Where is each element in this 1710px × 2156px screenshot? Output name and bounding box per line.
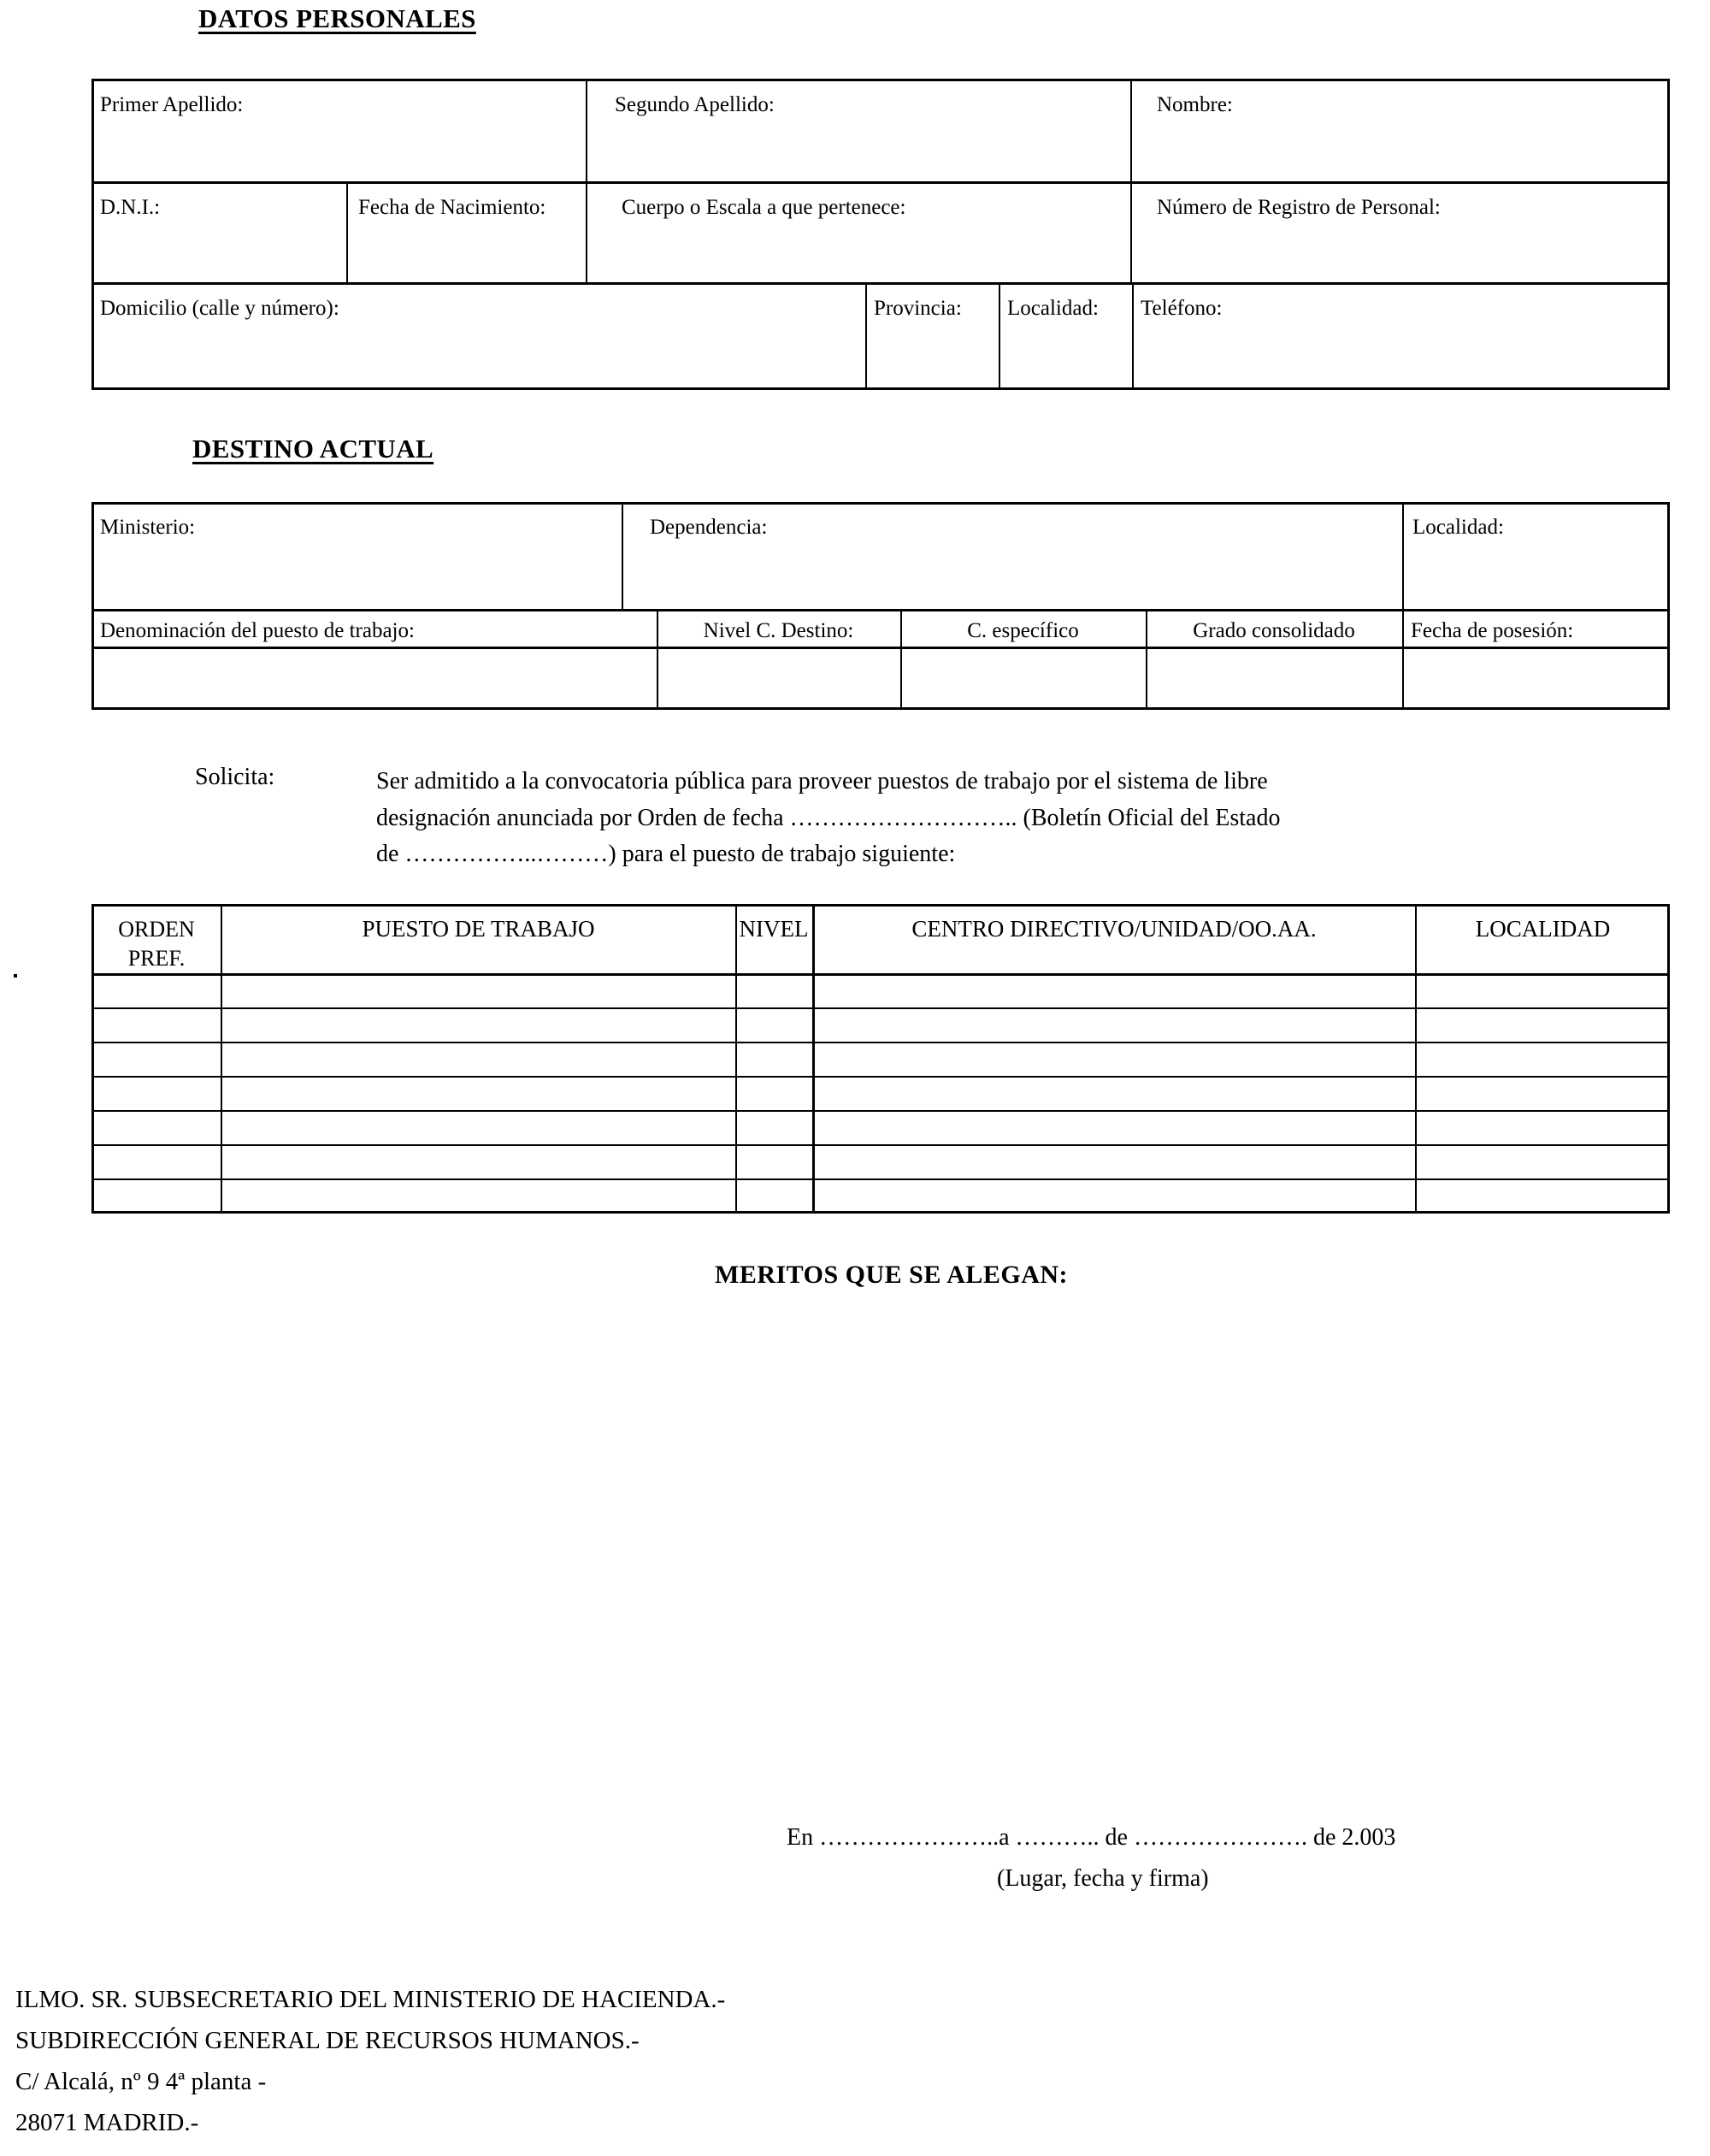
- field-label-ministerio: Ministerio:: [100, 516, 196, 539]
- cell-localidad[interactable]: [1418, 1181, 1667, 1212]
- cell-puesto-trabajo[interactable]: [223, 976, 734, 1007]
- table-row: [94, 976, 1667, 1007]
- datos-row-divider-2: [91, 282, 1670, 285]
- section-heading-datos-personales: DATOS PERSONALES: [198, 3, 476, 33]
- preferencias-row-divider-5: [91, 1144, 1670, 1146]
- addressee-line-1: ILMO. SR. SUBSECRETARIO DEL MINISTERIO DE HACIENDA.-: [15, 1986, 726, 2013]
- column-header-orden-pref-line1: ORDEN: [118, 917, 195, 942]
- cell-orden-pref[interactable]: [94, 1181, 219, 1212]
- input-telefono[interactable]: [1136, 325, 1665, 387]
- cell-orden-pref[interactable]: [94, 976, 219, 1007]
- cell-nivel[interactable]: [737, 1113, 811, 1144]
- column-header-puesto-de-trabajo: PUESTO DE TRABAJO: [362, 916, 595, 942]
- input-localidad-personal[interactable]: [1003, 325, 1128, 387]
- input-nombre[interactable]: [1136, 120, 1665, 178]
- field-label-segundo-apellido: Segundo Apellido:: [615, 93, 775, 116]
- field-label-localidad-destino: Localidad:: [1412, 516, 1504, 539]
- input-cuerpo-escala[interactable]: [592, 224, 1125, 279]
- input-fecha-nacimiento[interactable]: [351, 224, 581, 279]
- signature-caption: (Lugar, fecha y firma): [997, 1865, 1209, 1892]
- cell-localidad[interactable]: [1418, 1010, 1667, 1042]
- datos-col-divider-r1-2: [1130, 79, 1132, 181]
- datos-col-divider-r3-3: [1132, 282, 1134, 390]
- cell-centro-directivo[interactable]: [815, 1078, 1413, 1110]
- column-header-fecha-posesion: Fecha de posesión:: [1411, 619, 1574, 642]
- input-primer-apellido[interactable]: [96, 120, 580, 178]
- solicita-label: Solicita:: [195, 764, 275, 790]
- table-row: [94, 1078, 1667, 1110]
- preferencias-row-divider-4: [91, 1110, 1670, 1112]
- cell-puesto-trabajo[interactable]: [223, 1113, 734, 1144]
- field-label-cuerpo-escala: Cuerpo o Escala a que pertenece:: [622, 196, 906, 219]
- destino-row-divider-1: [91, 609, 1670, 611]
- cell-centro-directivo[interactable]: [815, 1113, 1413, 1144]
- cell-nivel[interactable]: [737, 1078, 811, 1110]
- cell-centro-directivo[interactable]: [815, 1044, 1413, 1076]
- addressee-line-2: SUBDIRECCIÓN GENERAL DE RECURSOS HUMANOS.-: [15, 2027, 640, 2054]
- addressee-line-4: 28071 MADRID.-: [15, 2109, 199, 2136]
- column-header-grado-consolidado: Grado consolidado: [1193, 619, 1355, 642]
- field-label-dependencia: Dependencia:: [650, 516, 768, 539]
- field-label-domicilio: Domicilio (calle y número):: [100, 297, 339, 320]
- input-provincia[interactable]: [870, 325, 994, 387]
- signature-area[interactable]: [770, 1894, 1368, 1954]
- input-numero-registro-personal[interactable]: [1136, 224, 1665, 279]
- preferencias-row-divider-2: [91, 1042, 1670, 1043]
- solicita-line-1: Ser admitido a la convocatoria pública para proveer puestos de trabajo por el sistema de libre: [376, 768, 1268, 794]
- destino-col-divider-r2-4: [1402, 609, 1404, 710]
- column-header-c-especifico: C. específico: [967, 619, 1079, 642]
- preferencias-row-divider-3: [91, 1076, 1670, 1078]
- column-header-localidad-preferencia: LOCALIDAD: [1475, 916, 1611, 942]
- table-row: [94, 1010, 1667, 1042]
- cell-nivel[interactable]: [737, 1044, 811, 1076]
- cell-localidad[interactable]: [1418, 976, 1667, 1007]
- column-header-nivel: NIVEL: [739, 916, 809, 942]
- cell-nivel[interactable]: [737, 1010, 811, 1042]
- destino-header-divider: [91, 647, 1670, 649]
- section-heading-destino-actual: DESTINO ACTUAL: [192, 434, 434, 464]
- cell-nivel[interactable]: [737, 1181, 811, 1212]
- cell-puesto-trabajo[interactable]: [223, 1010, 734, 1042]
- datos-row-divider-1: [91, 181, 1670, 184]
- datos-col-divider-r2-2: [586, 181, 587, 282]
- column-header-nivel-c-destino: Nivel C. Destino:: [703, 619, 854, 642]
- datos-col-divider-r2-3: [1130, 181, 1132, 282]
- cell-centro-directivo[interactable]: [815, 1181, 1413, 1212]
- solicita-line-3: de ……………..………) para el puesto de trabajo siguiente:: [376, 841, 956, 868]
- input-ministerio[interactable]: [96, 544, 617, 605]
- table-row: [94, 1181, 1667, 1212]
- input-nivel-c-destino[interactable]: [660, 650, 898, 706]
- preferencias-row-divider-6: [91, 1178, 1670, 1180]
- datos-col-divider-r1-1: [586, 79, 587, 181]
- cell-localidad[interactable]: [1418, 1044, 1667, 1076]
- column-header-orden-pref-line2: PREF.: [127, 946, 186, 972]
- input-dependencia[interactable]: [628, 544, 1397, 605]
- solicita-line-2: designación anunciada por Orden de fecha ……………………….. (Boletín Oficial del Estado: [376, 804, 1281, 831]
- input-grado-consolidado[interactable]: [1149, 650, 1400, 706]
- input-c-especifico[interactable]: [904, 650, 1143, 706]
- input-domicilio[interactable]: [96, 325, 862, 387]
- cell-puesto-trabajo[interactable]: [223, 1078, 734, 1110]
- cell-centro-directivo[interactable]: [815, 1010, 1413, 1042]
- signature-date-line: En …………………..a ……….. de …………………. de 2.003: [787, 1824, 1396, 1851]
- datos-col-divider-r3-1: [865, 282, 867, 390]
- meritos-heading: MERITOS QUE SE ALEGAN:: [715, 1261, 1069, 1289]
- field-label-primer-apellido: Primer Apellido:: [100, 93, 244, 116]
- cell-orden-pref[interactable]: [94, 1078, 219, 1110]
- column-header-centro-directivo: CENTRO DIRECTIVO/UNIDAD/OO.AA.: [911, 916, 1317, 942]
- preferencias-row-divider-1: [91, 1007, 1670, 1009]
- field-label-provincia: Provincia:: [874, 297, 962, 320]
- cell-orden-pref[interactable]: [94, 1147, 219, 1178]
- field-label-dni: D.N.I.:: [100, 196, 161, 219]
- input-segundo-apellido[interactable]: [592, 120, 1125, 178]
- table-row: [94, 1113, 1667, 1144]
- destino-col-divider-r1-2: [1402, 502, 1404, 609]
- field-label-numero-registro-personal: Número de Registro de Personal:: [1157, 196, 1441, 219]
- cell-orden-pref[interactable]: [94, 1044, 219, 1076]
- cell-localidad[interactable]: [1418, 1078, 1667, 1110]
- datos-col-divider-r2-1: [346, 181, 348, 282]
- input-fecha-posesion[interactable]: [1406, 650, 1665, 706]
- cell-localidad[interactable]: [1418, 1113, 1667, 1144]
- field-label-fecha-nacimiento: Fecha de Nacimiento:: [358, 196, 546, 219]
- cell-orden-pref[interactable]: [94, 1113, 219, 1144]
- scan-artifact: [14, 974, 17, 978]
- cell-nivel[interactable]: [737, 976, 811, 1007]
- input-denominacion-puesto[interactable]: [96, 650, 653, 706]
- table-row: [94, 1147, 1667, 1178]
- addressee-line-3: C/ Alcalá, nº 9 4ª planta -: [15, 2068, 267, 2095]
- cell-puesto-trabajo[interactable]: [223, 1181, 734, 1212]
- meritos-free-text-area[interactable]: [94, 1308, 1667, 1770]
- field-label-localidad: Localidad:: [1007, 297, 1099, 320]
- datos-col-divider-r3-2: [999, 282, 1000, 390]
- destino-col-divider-r1-1: [622, 502, 623, 609]
- cell-centro-directivo[interactable]: [815, 976, 1413, 1007]
- input-dni[interactable]: [96, 224, 342, 279]
- field-label-nombre: Nombre:: [1157, 93, 1233, 116]
- cell-localidad[interactable]: [1418, 1147, 1667, 1178]
- input-localidad-destino[interactable]: [1408, 544, 1665, 605]
- cell-centro-directivo[interactable]: [815, 1147, 1413, 1178]
- cell-puesto-trabajo[interactable]: [223, 1147, 734, 1178]
- cell-puesto-trabajo[interactable]: [223, 1044, 734, 1076]
- field-label-telefono: Teléfono:: [1141, 297, 1223, 320]
- cell-nivel[interactable]: [737, 1147, 811, 1178]
- column-header-denominacion-puesto: Denominación del puesto de trabajo:: [100, 619, 415, 642]
- table-row: [94, 1044, 1667, 1076]
- cell-orden-pref[interactable]: [94, 1010, 219, 1042]
